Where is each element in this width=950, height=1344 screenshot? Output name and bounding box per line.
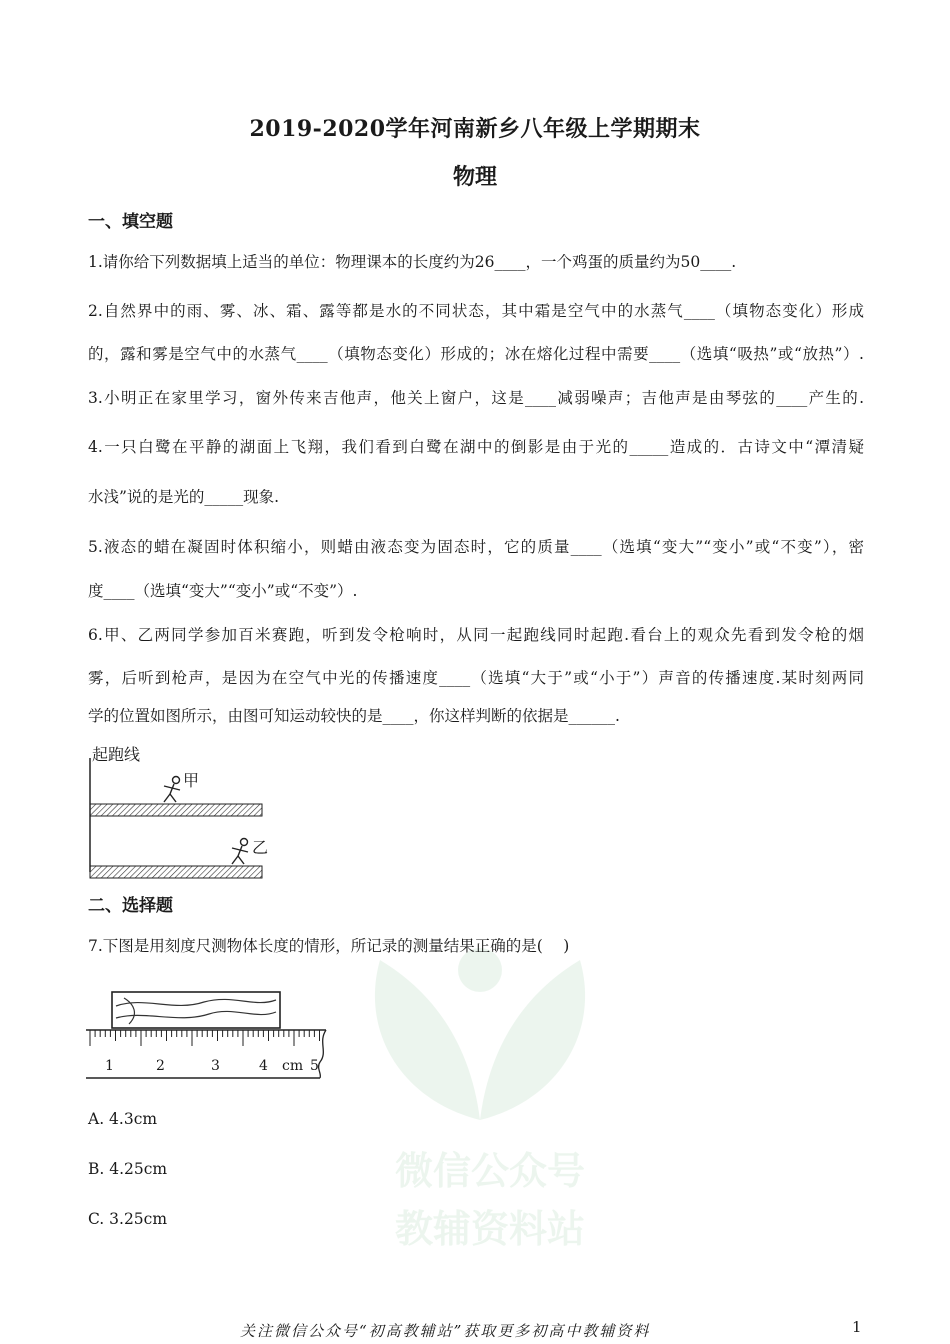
option-a: A. 4.3cm — [88, 1110, 158, 1128]
page-subject: 物理 — [452, 164, 497, 190]
question-6-line-1: 6.甲、乙两同学参加百米赛跑，听到发令枪响时，从同一起跑线同时起跑.看台上的观众先看到发令枪的烟 — [88, 626, 864, 644]
runner-yi-icon — [232, 839, 248, 865]
race-figure — [86, 740, 276, 882]
question-5-line-1: 5.液态的蜡在凝固时体积缩小，则蜡由液态变为固态时，它的质量____（选填“变大”“变小”或“不变”），密 — [88, 538, 864, 556]
page-title: 2019-2020学年河南新乡八年级上学期期末 — [249, 116, 701, 142]
ruler-tick-label-5: 5 — [310, 1058, 319, 1074]
ruler-tick-label-1: 1 — [105, 1058, 114, 1074]
ruler-figure — [84, 986, 334, 1082]
option-b: B. 4.25cm — [88, 1160, 168, 1178]
question-4-line-2: 水浅”说的是光的_____现象. — [88, 488, 280, 506]
ruler-tick-label-4: 4 — [259, 1058, 268, 1074]
watermark-line-2: 教辅资料站 — [394, 1207, 585, 1251]
runner-jia-icon — [164, 777, 180, 803]
start-line-label: 起跑线 — [92, 745, 141, 764]
section-fill-blank: 一、填空题 — [88, 212, 173, 232]
question-6-line-3: 学的位置如图所示，由图可知运动较快的是____，你这样判断的依据是______. — [88, 707, 620, 725]
question-2-line-1: 2.自然界中的雨、雾、冰、霜、露等都是水的不同状态，其中霜是空气中的水蒸气____（填物态变化）形成 — [88, 302, 864, 320]
section-choice: 二、选择题 — [88, 896, 173, 916]
runner-yi-label: 乙 — [252, 838, 269, 857]
ruler-tick-label-2: 2 — [156, 1058, 165, 1074]
runner-jia-label: 甲 — [183, 771, 200, 790]
question-4-line-1: 4.一只白鹭在平静的湖面上飞翔，我们看到白鹭在湖中的倒影是由于光的_____造成的．古诗文中“潭清疑 — [88, 438, 864, 456]
question-6-line-2: 雾，后听到枪声，是因为在空气中光的传播速度____（选填“大于”或“小于”）声音的传播速度.某时刻两同 — [88, 669, 864, 687]
ruler-unit-label: cm — [282, 1058, 304, 1074]
question-3: 3.小明正在家里学习，窗外传来吉他声，他关上窗户，这是____减弱噪声；吉他声是由琴弦的____产生的. — [88, 389, 864, 407]
question-2-line-2: 的，露和雾是空气中的水蒸气____（填物态变化）形成的；冰在熔化过程中需要____（选填“吸热”或“放热”）. — [88, 345, 864, 363]
footer-promo: 关注微信公众号“初高教辅站”获取更多初高中教辅资料 — [240, 1322, 651, 1340]
ruler-tick-label-3: 3 — [211, 1058, 220, 1074]
question-5-line-2: 度____（选填“变大”“变小”或“不变”）. — [88, 582, 358, 600]
watermark-line-1: 微信公众号 — [394, 1149, 585, 1193]
question-1: 1.请你给下列数据填上适当的单位：物理课本的长度约为26____，一个鸡蛋的质量约为50____. — [88, 253, 737, 271]
watermark-leaf-icon — [340, 930, 620, 1130]
option-c: C. 3.25cm — [88, 1210, 168, 1228]
watermark — [340, 930, 620, 1260]
question-7: 7.下图是用刻度尺测物体长度的情形，所记录的测量结果正确的是( ) — [88, 937, 570, 955]
page-number: 1 — [852, 1318, 862, 1336]
wooden-block — [112, 992, 280, 1028]
